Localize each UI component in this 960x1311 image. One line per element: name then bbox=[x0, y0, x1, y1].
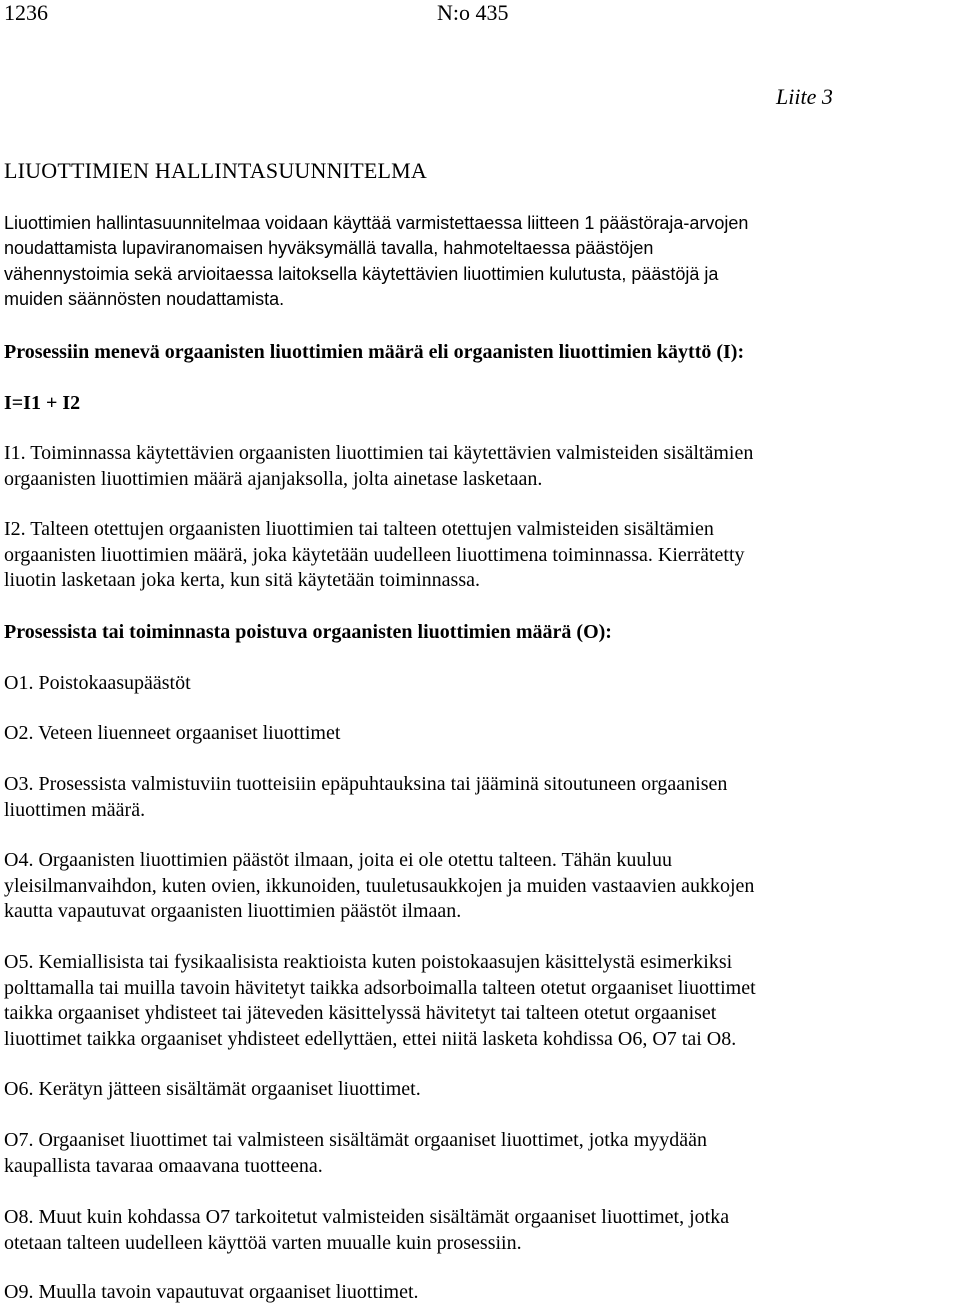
appendix-label: Liite 3 bbox=[776, 84, 833, 109]
output-item-o6 bbox=[4, 1077, 960, 1103]
i2-line: liuotin lasketaan joka kerta, kun sitä käytetään toiminnassa. bbox=[4, 569, 480, 592]
output-item-o5 bbox=[4, 950, 960, 1052]
output-line: O8. Muut kuin kohdassa O7 tarkoitetut valmisteiden sisältämät orgaaniset liuottimet, jotka bbox=[4, 1206, 730, 1228]
output-line: liuottimet taikka orgaaniset yhdisteet edellyttäen, ettei niitä lasketa kohdissa O6, O7 tai O8. bbox=[4, 1027, 737, 1050]
output-line: kaupallista tavaraa omaavana tuotteena. bbox=[4, 1154, 323, 1177]
output-line: yleisilmanvaihdon, kuten ovien, ikkunoiden, tuuletusaukkojen ja muiden vastaavien aukkojen bbox=[4, 874, 755, 897]
output-heading-block bbox=[4, 619, 960, 645]
output-line: O6. Kerätyn jätteen sisältämät orgaaniset liuottimet. bbox=[4, 1078, 421, 1100]
formula: I=I1 + I2 bbox=[4, 392, 81, 414]
output-line: O3. Prosessista valmistuviin tuotteisiin epäpuhtauksina tai jääminä sitoutuneen orgaanisen bbox=[4, 773, 728, 795]
document-title: LIUOTTIMIEN HALLINTASUUNNITELMA bbox=[4, 158, 427, 183]
i1-line: orgaanisten liuottimien määrä ajanjaksolla, jolta ainetase lasketaan. bbox=[4, 467, 543, 490]
intro-line: noudattamista lupaviranomaisen hyväksymällä tavalla, hahmoteltaessa päästöjen bbox=[4, 238, 654, 259]
input-heading: Prosessiin menevä orgaanisten liuottimien määrä eli orgaanisten liuottimien käyttö (I): bbox=[4, 341, 745, 363]
output-line: otetaan talteen uudelleen käyttöä varten muualle kuin prosessiin. bbox=[4, 1231, 522, 1254]
output-line: liuottimen määrä. bbox=[4, 798, 146, 821]
intro-paragraph bbox=[4, 211, 960, 312]
output-heading: Prosessista tai toiminnasta poistuva orgaanisten liuottimien määrä (O): bbox=[4, 621, 612, 643]
input-heading-block bbox=[4, 339, 960, 365]
output-item-o1 bbox=[4, 671, 960, 697]
i2-line: orgaanisten liuottimien määrä, joka käytetään uudelleen liuottimena toiminnassa. Kierrätetty bbox=[4, 543, 745, 566]
output-line: O7. Orgaaniset liuottimet tai valmisteen sisältämät orgaaniset liuottimet, jotka myydään bbox=[4, 1129, 707, 1151]
output-line: O1. Poistokaasupäästöt bbox=[4, 672, 191, 694]
i1-line: I1. Toiminnassa käytettävien orgaanisten liuottimien tai käytettävien valmisteiden sisältämien bbox=[4, 442, 754, 464]
output-item-o9 bbox=[4, 1280, 960, 1306]
output-item-o3 bbox=[4, 772, 960, 823]
i2-paragraph bbox=[4, 517, 960, 594]
intro-line: vähennystoimia sekä arvioitaessa laitoksella käytettävien liuottimien kulutusta, päästöjä ja bbox=[4, 263, 719, 284]
output-item-o2 bbox=[4, 721, 960, 747]
output-item-o4 bbox=[4, 848, 960, 925]
issue-number: N:o 435 bbox=[437, 0, 509, 25]
formula-block bbox=[4, 390, 960, 416]
output-line: kautta vapautuvat orgaanisten liuottimien päästöt ilmaan. bbox=[4, 900, 462, 923]
output-line: O2. Veteen liuenneet orgaaniset liuottimet bbox=[4, 722, 341, 744]
intro-line: muiden säännösten noudattamista. bbox=[4, 288, 285, 309]
page-number: 1236 bbox=[4, 0, 48, 25]
output-line: taikka orgaaniset yhdisteet tai jäteveden käsittelyssä hävitetyt tai talteen otetut orgaaniset bbox=[4, 1002, 717, 1025]
output-line: polttamalla tai muilla tavoin hävitetyt taikka adsorboimalla talteen otetut orgaaniset liuottimet bbox=[4, 976, 756, 999]
intro-line: Liuottimien hallintasuunnitelmaa voidaan käyttää varmistettaessa liitteen 1 päästöraja-arvojen bbox=[4, 213, 749, 233]
output-item-o8 bbox=[4, 1205, 960, 1256]
output-item-o7 bbox=[4, 1128, 960, 1179]
i1-paragraph bbox=[4, 441, 960, 492]
output-line: O5. Kemiallisista tai fysikaalisista reaktioista kuten poistokaasujen käsittelystä esimerkiksi bbox=[4, 951, 733, 973]
page-header bbox=[0, 0, 960, 30]
i2-line: I2. Talteen otettujen orgaanisten liuottimien tai talteen otettujen valmisteiden sisältämien bbox=[4, 518, 714, 540]
output-line: O9. Muulla tavoin vapautuvat orgaaniset liuottimet. bbox=[4, 1281, 419, 1303]
output-line: O4. Orgaanisten liuottimien päästöt ilmaan, joita ei ole otettu talteen. Tähän kuuluu bbox=[4, 849, 672, 871]
